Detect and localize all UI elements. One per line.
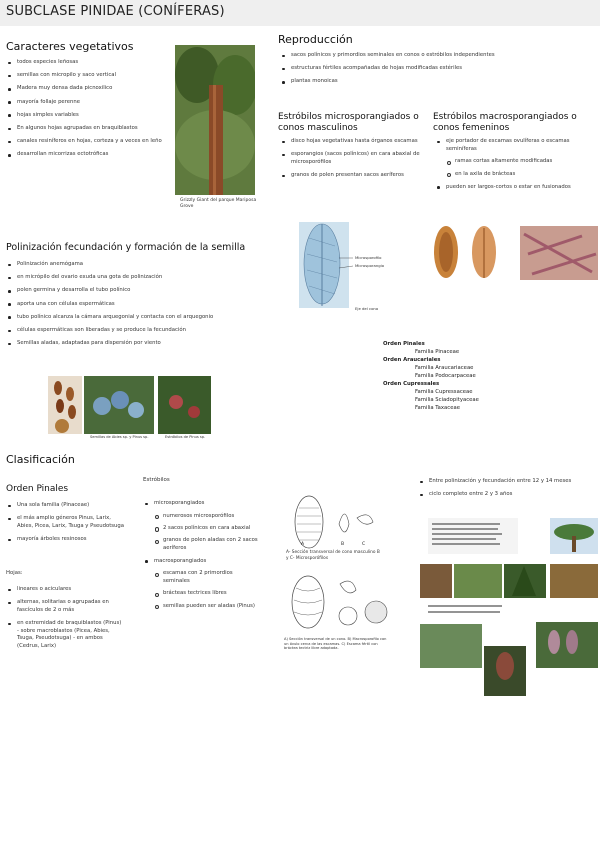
figure-caption: A- Sección transversal de cono masculino B y C- Microsporófilos	[286, 550, 380, 561]
vegetativos-list	[6, 59, 166, 165]
micro-label-eje: Eje del cono	[355, 306, 379, 311]
family-label: Familia Podocarpaceae	[415, 373, 476, 379]
estrobilos-label: Estróbilos	[143, 477, 170, 483]
figure-letter-b: B	[341, 542, 345, 547]
list-item: hojas simples variables	[6, 112, 166, 120]
hojas-list	[6, 586, 124, 656]
list-item: en la axila de brácteas	[446, 171, 590, 178]
title-bar	[0, 0, 600, 26]
list-item: 2 sacos polínicos en cara abaxial	[154, 525, 261, 532]
macro-heading: Estróbilos macrosporangiados o conos femeninos	[433, 112, 577, 133]
list-item: disco hojas vegetativas hasta órganos escamas	[280, 138, 420, 146]
list-item: Madera muy densa dada picnoxilico	[6, 85, 166, 93]
pinales-list	[6, 502, 124, 549]
sequoia-tree-photo	[175, 45, 255, 195]
list-item: Polinización anemógama	[6, 261, 246, 269]
list-item: plantas monoicas	[280, 78, 580, 86]
list-item: aporta una con células espermáticas	[6, 301, 246, 309]
family-label: Familia Araucariaceae	[415, 365, 474, 371]
micro-sublist	[154, 513, 261, 553]
macro-list	[435, 138, 590, 197]
list-item: macrosporangiados escamas con 2 primordios seminales brácteas tectrices libres semillas pueden ser aladas (Pinus)	[143, 558, 261, 610]
list-item: desarrollan micorrizas ectotróficas	[6, 151, 166, 159]
list-item: Semillas aladas, adaptadas para dispersión por viento	[6, 340, 246, 348]
list-item: ciclo completo entre 2 y 3 años	[418, 491, 594, 499]
list-item: en micrópilo del ovario exuda una gota de polinización	[6, 274, 246, 282]
micro-label-microsporofilo: Microsporofilo	[355, 255, 382, 260]
list-item: polen germina y desarrolla el tubo polínico	[6, 287, 246, 295]
reproduccion-heading: Reproducción	[278, 33, 353, 46]
cones-caption: Estróbilos de Pinus sp.	[165, 435, 206, 439]
list-item: semillas con micropilo y saco vertical	[6, 72, 166, 80]
polinizacion-list	[6, 261, 246, 353]
micro-label-microsporangio: Microsporangio	[355, 263, 385, 268]
list-item: En algunos hojas agrupadas en braquiblastos	[6, 125, 166, 133]
family-label: Familia Cupressaceae	[415, 389, 473, 395]
seeds-caption: Semillas de Abies sp. y Pinus sp.	[90, 435, 149, 439]
order-label: Orden Pinales	[383, 341, 425, 347]
family-label: Familia Taxaceae	[415, 405, 460, 411]
vegetativos-heading: Caracteres vegetativos	[6, 40, 134, 53]
list-item: sacos polínicos y primordios seminales en conos o estróbilos independientes	[280, 52, 580, 60]
hojas-label: Hojas:	[6, 570, 23, 576]
list-item: granos de polen aladas con 2 sacos aeríferos	[154, 537, 261, 552]
conifer-photos-collage	[420, 516, 600, 696]
micro-heading: Estróbilos microsporangiados o conos masculinos	[278, 112, 419, 133]
list-item: tubo polínico alcanza la cámara arquegonial y contacta con el arquegonio	[6, 314, 246, 322]
list-item: granos de polen presentan sacos aeríferos	[280, 172, 420, 180]
list-item: microsporangiados numerosos microsporófilos 2 sacos polínicos en cara abaxial granos de polen aladas con 2 sacos aeríferos	[143, 500, 261, 552]
ciclo-list	[418, 478, 594, 504]
order-label: Orden Araucariales	[383, 357, 441, 363]
list-item: mayoría árboles resinosos	[6, 536, 124, 544]
family-label: Familia Sciadopityaceae	[415, 397, 479, 403]
clasificacion-heading: Clasificación	[6, 453, 75, 466]
page-title: SUBCLASE PINIDAE (CONÍFERAS)	[6, 4, 225, 19]
order-label: Orden Cupressales	[383, 381, 440, 387]
orden-pinales-heading: Orden Pinales	[6, 484, 69, 494]
list-item: escamas con 2 primordios seminales	[154, 570, 261, 585]
list-item: alternas, solitarias o agrupadas en fascículos de 2 o más	[6, 599, 124, 614]
list-item: en extremidad de braquiblastos (Pinus) - sobre macroblastos (Picea, Abies, Tsuga, Pseudotsuga) - en ambos (Cedrus, Larix)	[6, 620, 124, 650]
list-item: pueden ser largos-cortos o estar en fusionados	[435, 184, 590, 192]
list-item: estructuras fértiles acompañadas de hojas modificadas estériles	[280, 65, 580, 73]
list-item: células espermáticas son liberadas y se produce la fecundación	[6, 327, 246, 335]
macro-sublist	[446, 158, 590, 178]
sequoia-caption: Grizzly Giant del parque Mariposa Grove	[180, 198, 257, 209]
reproduccion-list	[280, 52, 580, 92]
family-label: Familia Pinaceae	[415, 349, 460, 355]
list-item: ramas cortas altamente modificadas	[446, 158, 590, 165]
list-item: canales resiníferos en hojas, corteza y a veces en leño	[6, 138, 166, 146]
polinizacion-heading: Polinización fecundación y formación de la semilla	[6, 242, 246, 253]
figure-letter-c: C	[362, 542, 366, 547]
figure-letter-a: A	[301, 542, 305, 547]
macro-cone-section-drawing	[284, 572, 392, 634]
micro-cone-section-drawing	[283, 494, 383, 550]
list-item: lineares o aciculares	[6, 586, 124, 594]
list-item: brácteas tectrices libres	[154, 590, 261, 597]
list-item: semillas pueden ser aladas (Pinus)	[154, 603, 261, 610]
list-item: eje portador de escamas ovulíferas o escamas seminíferas ramas cortas altamente modificadas en la axila de brácteas	[435, 138, 590, 178]
estrobilos-list	[143, 500, 261, 616]
list-item: esporangios (sacos polínicos) en cara abaxial de microsporófilos	[280, 151, 420, 166]
macro-cone-photos	[432, 224, 600, 282]
orders-list	[383, 340, 543, 412]
list-item: todos especies leñosas	[6, 59, 166, 67]
list-item: numerosos microsporófilos	[154, 513, 261, 520]
list-item: el más amplio géneros Pinus, Larix, Abies, Picea, Larix, Tsuga y Pseudotsuga	[6, 515, 124, 530]
seeds-cones-photos	[48, 376, 211, 434]
list-item: Entre polinización y fecundación entre 12 y 14 meses	[418, 478, 594, 486]
list-item: mayoría follaje perenne	[6, 99, 166, 107]
micro-list	[280, 138, 420, 185]
list-item: Una sola familia (Pinaceae)	[6, 502, 124, 510]
macro-sublist	[154, 570, 261, 610]
figure-caption-2: A) Sección transversal de un cono. B) Macrosporofilo con un óvulo cerca de las escamas. C) Escama fértil con bráctea tectriz libre adaptada.	[284, 637, 387, 650]
